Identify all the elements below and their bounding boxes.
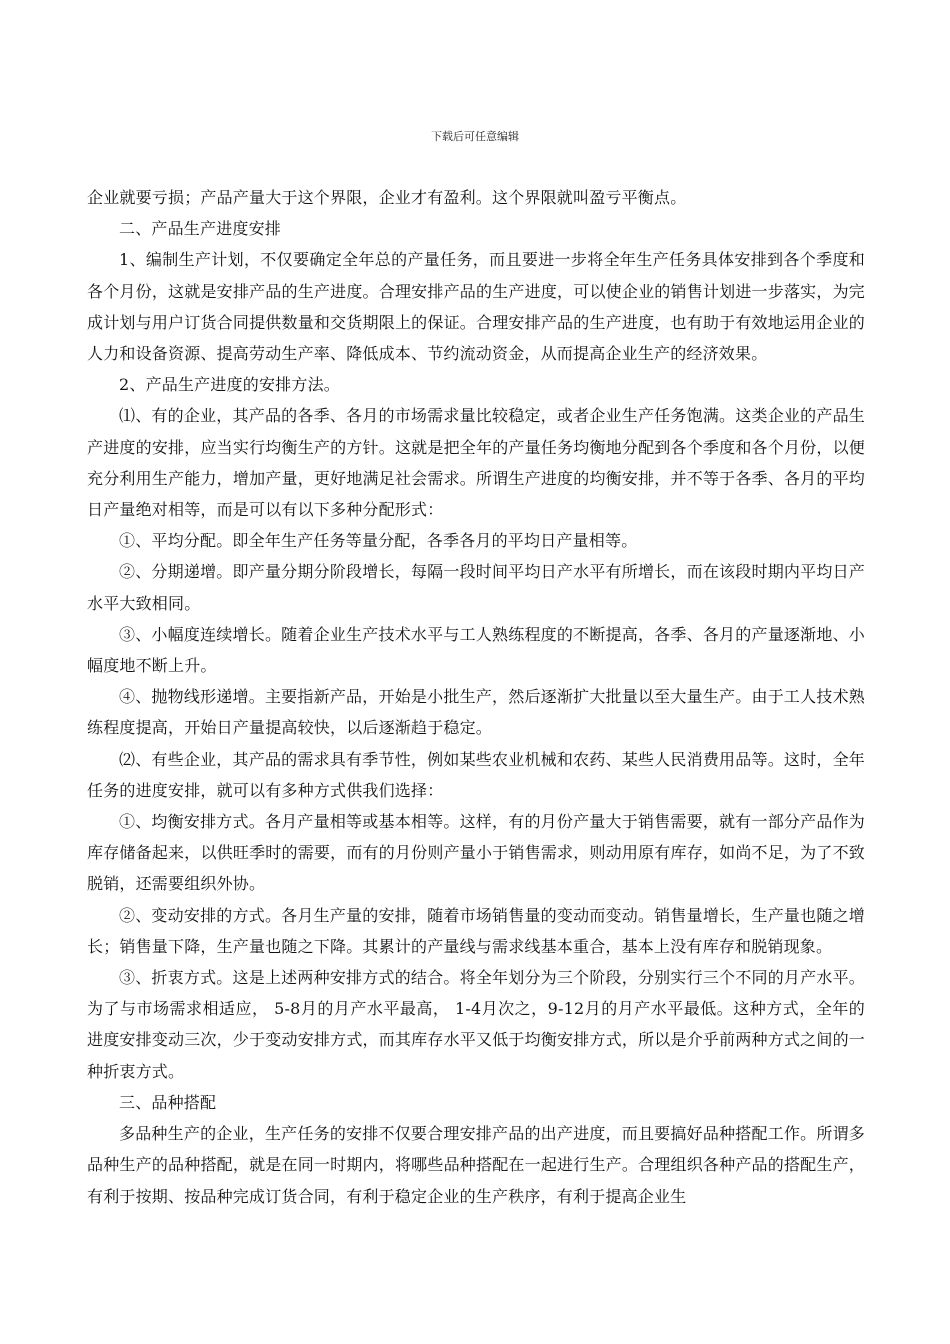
list-item: ①、平均分配。即全年生产任务等量分配，各季各月的平均日产量相等。 bbox=[119, 531, 638, 551]
paragraph: ⑵、有些企业，其产品的需求具有季节性，例如某些农业机械和农药、某些人民消费用品等。这时，全年任务的进度安排，就可以有多种方式供我们选择： bbox=[87, 749, 865, 800]
paragraph: 多品种生产的企业，生产任务的安排不仅要合理安排产品的出产进度，而且要搞好品种搭配工作。所谓多品种生产的品种搭配，就是在同一时期内，将哪些品种搭配在一起进行生产。合理组织各种产品的搭配生产，有利于按期、按品种完成订货合同，有利于稳定企业的生产秩序，有利于提高企业生 bbox=[87, 1124, 865, 1206]
section-heading: 三、品种搭配 bbox=[119, 1092, 217, 1112]
paragraph: 1、编制生产计划，不仅要确定全年总的产量任务，而且要进一步将全年生产任务具体安排到各个季度和各个月份，这就是安排产品的生产进度。合理安排产品的生产进度，可以使企业的销售计划进一步落实，为完成计划与用户订货合同提供数量和交货期限上的保证。合理安排产品的生产进度，也有助于有效地运用企业的人力和设备资源、提高劳动生产率、降低成本、节约流动资金，从而提高企业生产的经济效果。 bbox=[87, 250, 865, 364]
list-item: ③、小幅度连续增长。随着企业生产技术水平与工人熟练程度的不断提高，各季、各月的产量逐渐地、小幅度地不断上升。 bbox=[87, 624, 865, 676]
list-item: ③、折衷方式。这是上述两种安排方式的结合。将全年划分为三个阶段，分别实行三个不同的月产水平。为了与市场需求相适应， 5-8月的月产水平最高， 1-4月次之，9-12月的月产水平最低。这种方式，全年的进度安排变动三次，少于变动安排方式，而其库存水平又低于均衡安排方式，所以是介乎前两种方式之间的一种折衷方式。 bbox=[87, 968, 865, 1081]
header-note: 下载后可任意编辑 bbox=[431, 130, 519, 143]
paragraph: 企业就要亏损；产品产量大于这个界限，企业才有盈利。这个界限就叫盈亏平衡点。 bbox=[87, 188, 687, 207]
list-item: ②、变动安排的方式。各月生产量的安排，随着市场销售量的变动而变动。销售量增长，生产量也随之增长；销售量下降，生产量也随之下降。其累计的产量线与需求线基本重合，基本上没有库存和脱销现象。 bbox=[87, 905, 865, 956]
paragraph: 2、产品生产进度的安排方法。 bbox=[119, 375, 340, 395]
section-heading: 二、产品生产进度安排 bbox=[119, 219, 282, 239]
list-item: ②、分期递增。即产量分期分阶段增长，每隔一段时间平均日产水平有所增长，而在该段时期内平均日产水平大致相同。 bbox=[87, 562, 865, 613]
list-item: ④、抛物线形递增。主要指新产品，开始是小批生产，然后逐渐扩大批量以至大量生产。由于工人技术熟练程度提高，开始日产量提高较快，以后逐渐趋于稳定。 bbox=[87, 687, 865, 738]
document-body bbox=[87, 182, 865, 1212]
paragraph: ⑴、有的企业，其产品的各季、各月的市场需求量比较稳定，或者企业生产任务饱满。这类企业的产品生产进度的安排，应当实行均衡生产的方针。这就是把全年的产量任务均衡地分配到各个季度和各个月份，以便充分利用生产能力，增加产量，更好地满足社会需求。所谓生产进度的均衡安排，并不等于各季、各月的平均日产量绝对相等，而是可以有以下多种分配形式： bbox=[87, 406, 865, 520]
list-item: ①、均衡安排方式。各月产量相等或基本相等。这样，有的月份产量大于销售需要，就有一部分产品作为库存储备起来，以供旺季时的需要，而有的月份则产量小于销售需求，则动用原有库存，如尚不足，为了不致脱销，还需要组织外协。 bbox=[87, 812, 865, 894]
